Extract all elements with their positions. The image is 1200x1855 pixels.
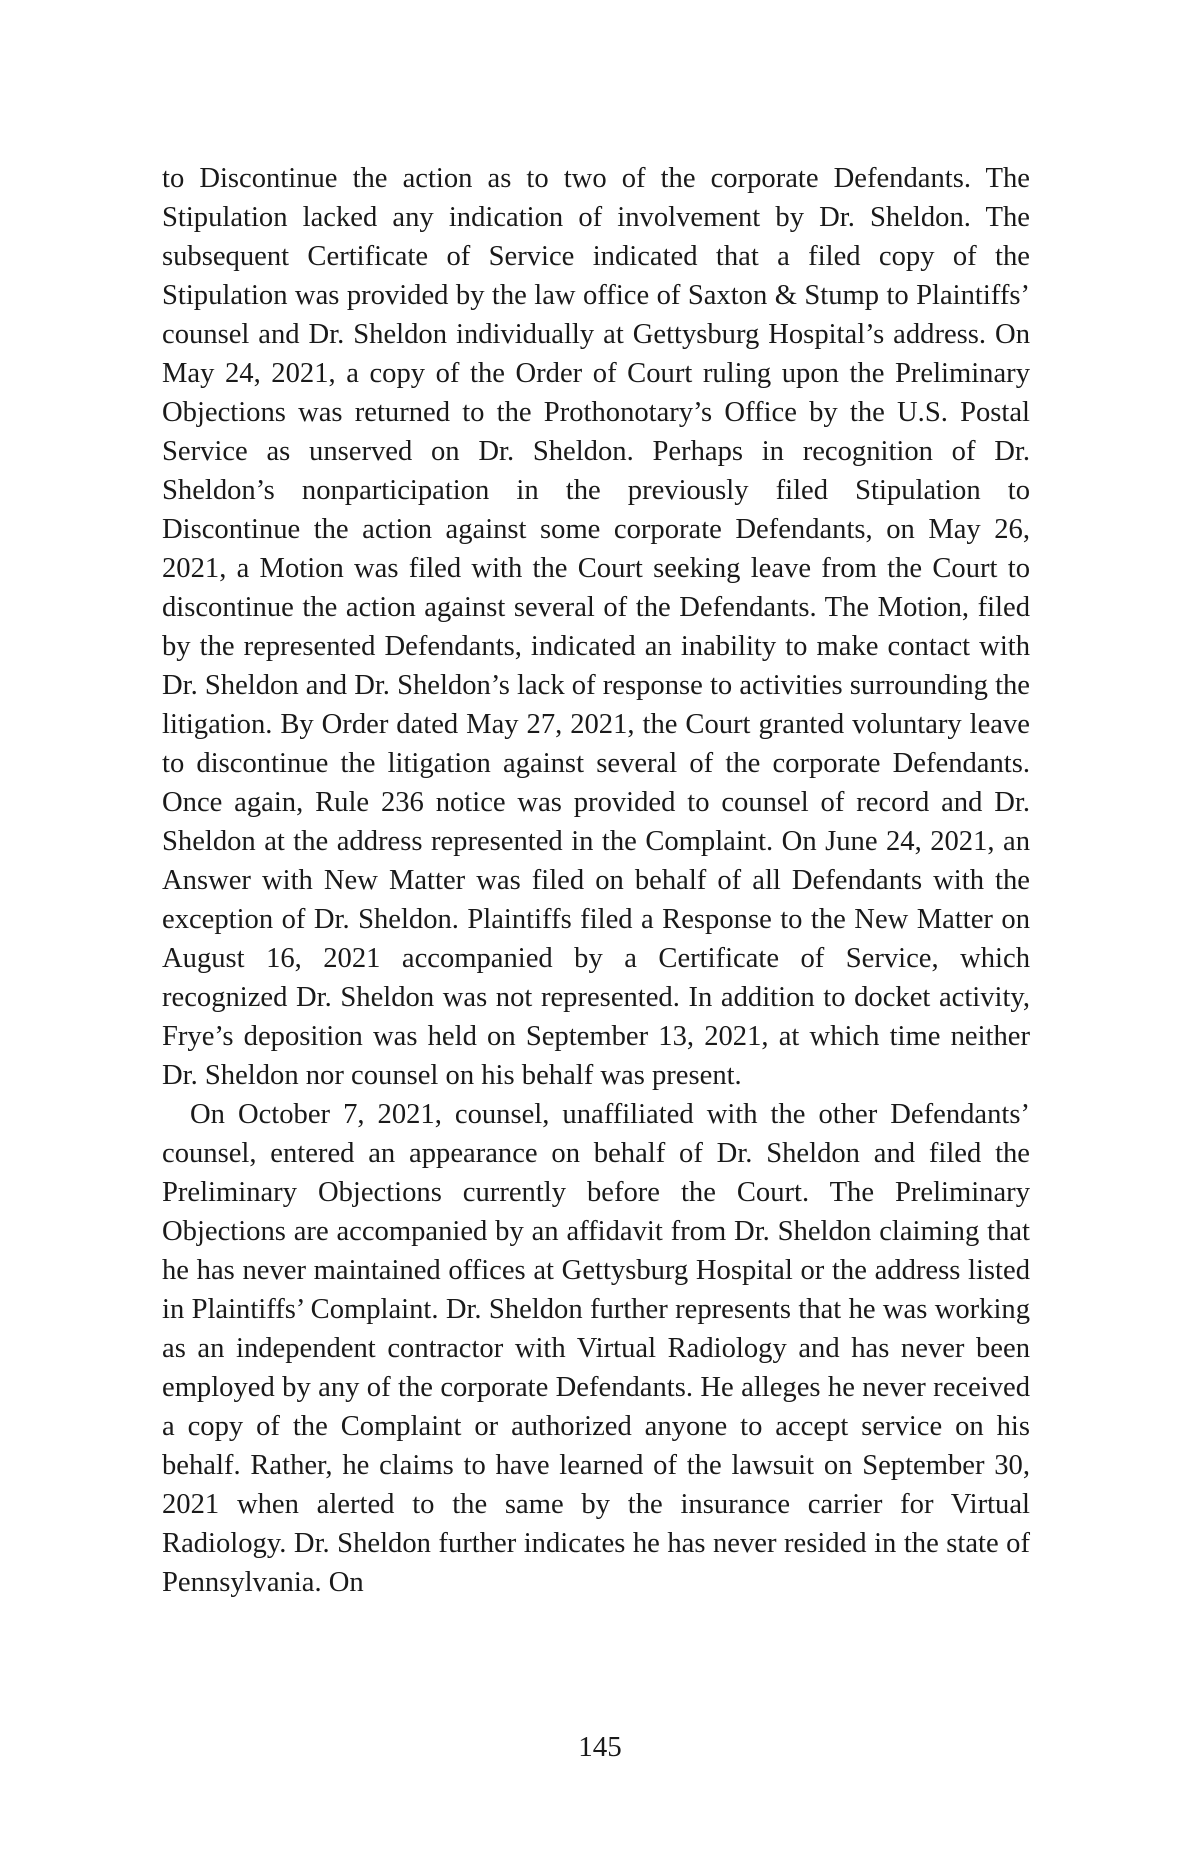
page-number: 145 [578,1731,622,1763]
paragraph-1: to Discontinue the action as to two of the corporate Defendants. The Stipulation lacked any indication of involvement by Dr. Sheldon. The subsequent Certificate of Service indicated that a filed copy of the Stipulation was provided by the law office of Saxton & Stump to Plaintiffs’ counsel and Dr. Sheldon individually at Gettysburg Hospital’s address. On May 24, 2021, a copy of the Order of Court ruling upon the Preliminary Objections was returned to the Prothonotary’s Office by the U.S. Postal Service as unserved on Dr. Sheldon. Perhaps in recognition of Dr. Sheldon’s nonparticipation in the previously filed Stipulation to Discontinue the action against some corporate Defendants, on May 26, 2021, a Motion was filed with the Court seeking leave from the Court to discontinue the action against several of the Defendants. The Motion, filed by the represented Defendants, indicated an inability to make contact with Dr. Sheldon and Dr. Sheldon’s lack of response to activities surrounding the litigation. By Order dated May 27, 2021, the Court granted voluntary leave to discontinue the litigation against several of the corporate Defendants. Once again, Rule 236 notice was provided to counsel of record and Dr. Sheldon at the address represented in the Complaint. On June 24, 2021, an Answer with New Matter was filed on behalf of all Defendants with the exception of Dr. Sheldon. Plaintiffs filed a Response to the New Matter on August 16, 2021 accompanied by a Certificate of Service, which recognized Dr. Sheldon was not represented. In addition to docket activity, Frye’s deposition was held on September 13, 2021, at which time neither Dr. Sheldon nor counsel on his behalf was present. [162,163,1031,1091]
paragraph-2: On October 7, 2021, counsel, unaffiliated with the other Defendants’ counsel, entered an appearance on behalf of Dr. Sheldon and filed the Preliminary Objections currently before the Court. The Preliminary Objections are accompanied by an affidavit from Dr. Sheldon claiming that he has never maintained offices at Gettysburg Hospital or the address listed in Plaintiffs’ Complaint. Dr. Sheldon further represents that he was working as an independent contractor with Virtual Radiology and has never been employed by any of the corporate Defendants. He alleges he never received a copy of the Complaint or authorized anyone to accept service on his behalf. Rather, he claims to have learned of the lawsuit on September 30, 2021 when alerted to the same by the insurance carrier for Virtual Radiology. Dr. Sheldon further indicates he has never resided in the state of Pennsylvania. On [162,1099,1030,1598]
body-text [162,159,1030,1602]
